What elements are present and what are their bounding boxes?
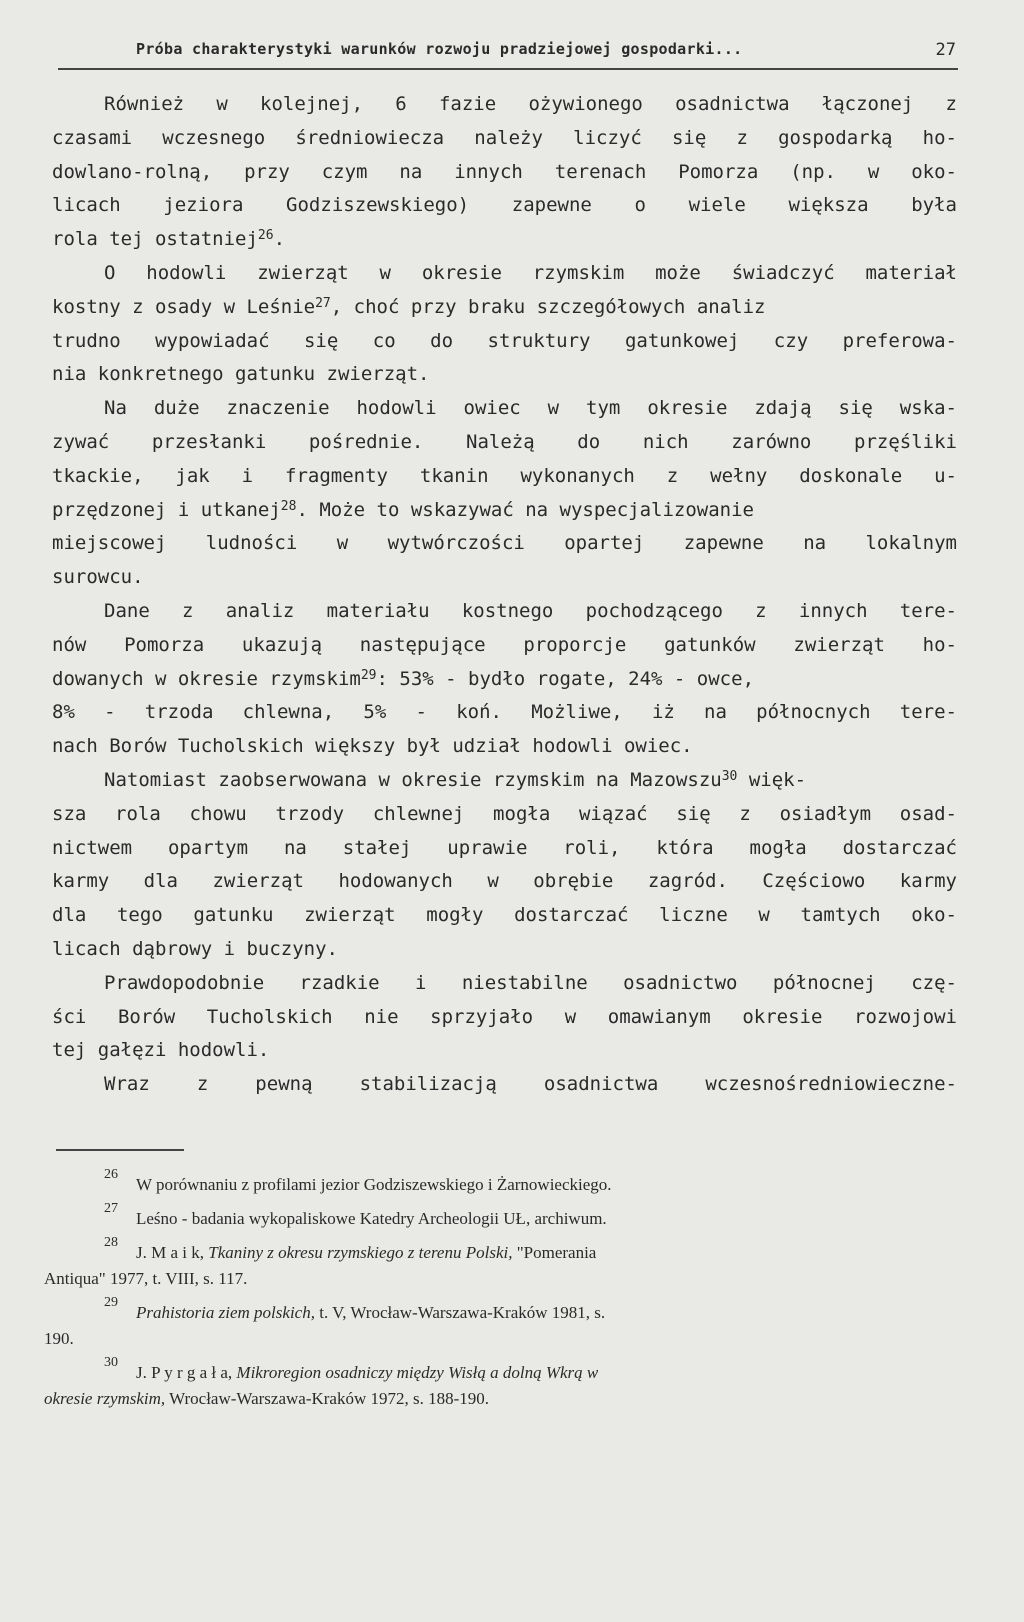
text-line: czasami wczesnego średniowiecza należy liczyć się z gospodarką ho- — [52, 126, 957, 149]
text-span: . Może to wskazywać na wyspecjalizowanie — [296, 498, 754, 521]
text-line — [52, 764, 957, 798]
footnote-ref: 28 — [280, 498, 297, 514]
text-line: nach Borów Tucholskich większy był udział hodowli owiec. — [52, 735, 693, 758]
footnote-source: "Pomerania — [516, 1243, 597, 1262]
running-header — [58, 38, 958, 70]
footnote-text — [44, 1360, 954, 1386]
footnote-28 — [44, 1235, 954, 1292]
footnote-text — [44, 1300, 954, 1326]
footnote-27 — [44, 1201, 954, 1232]
footnote-number: 26 — [104, 1167, 118, 1182]
text-line: tej gałęzi hodowli. — [52, 1039, 270, 1062]
text-line: sza rola chowu trzody chlewnej mogła wiązać się z osiadłym osad- — [52, 802, 957, 825]
footnote-continuation — [44, 1386, 954, 1412]
text-line: Również w kolejnej, 6 fazie ożywionego osadnictwa łączonej z — [104, 93, 957, 115]
text-line: Dane z analiz materiału kostnego pochodzącego z innych tere- — [104, 599, 957, 622]
text-span: dowanych w okresie rzymskim — [52, 667, 361, 690]
footnote-26 — [44, 1167, 954, 1198]
body-text — [52, 88, 957, 1102]
footnote-ref: 27 — [315, 295, 331, 311]
footnote-continuation: 190. — [44, 1329, 74, 1348]
text-span: . — [273, 228, 286, 251]
text-span: kostny z osady w Leśnie — [52, 295, 316, 318]
text-span: rola tej ostatniej — [52, 228, 258, 251]
footnote-work-title: Mikroregion osadniczy między Wisłą a dolną Wkrą w — [236, 1363, 599, 1382]
footnote-divider — [56, 1149, 184, 1151]
footnote-source: t. V, Wrocław-Warszawa-Kraków 1981, s. — [319, 1303, 606, 1322]
text-line: licach jeziora Godziszewskiego) zapewne o wiele większa była — [52, 194, 957, 217]
text-line: Prawdopodobnie rzadkie i niestabilne osadnictwo północnej czę- — [104, 971, 957, 994]
footnote-text: Leśno - badania wykopaliskowe Katedry Archeologii UŁ, archiwum. — [136, 1209, 607, 1228]
text-line: zywać przesłanki pośrednie. Należą do nich zarówno przęśliki — [52, 430, 957, 453]
footnote-work-title: okresie rzymskim, — [44, 1389, 166, 1408]
footnote-ref: 29 — [360, 667, 377, 683]
text-line: miejscowej ludności w wytwórczości opartej zapewne na lokalnym — [52, 532, 957, 555]
text-span: , choć przy braku szczegółowych analiz — [330, 295, 766, 318]
text-span: przędzonej i utkanej — [52, 498, 281, 521]
text-line: dla tego gatunku zwierząt mogły dostarczać liczne w tamtych oko- — [52, 904, 957, 927]
text-line: licach dąbrowy i buczyny. — [52, 937, 338, 960]
text-line: Na duże znaczenie hodowli owiec w tym okresie zdają się wska- — [104, 397, 957, 420]
text-line — [52, 663, 957, 697]
footnote-text — [44, 1240, 954, 1266]
text-line: nów Pomorza ukazują następujące proporcje gatunków zwierząt ho- — [52, 633, 957, 656]
text-line: Wraz z pewną stabilizacją osadnictwa wczesnośredniowieczne- — [104, 1073, 957, 1096]
footnote-continuation: Antiqua" 1977, t. VIII, s. 117. — [44, 1269, 248, 1288]
text-line: karmy dla zwierząt hodowanych w obrębie zagród. Częściowo karmy — [52, 870, 957, 893]
footnote-source: Wrocław-Warszawa-Kraków 1972, s. 188-190. — [169, 1389, 490, 1408]
footnote-number: 27 — [104, 1201, 118, 1216]
text-line: trudno wypowiadać się co do struktury gatunkowej czy preferowa- — [52, 329, 957, 352]
footnote-work-title: Prahistoria ziem polskich, — [136, 1303, 315, 1322]
page-number: 27 — [935, 40, 956, 60]
text-line — [52, 494, 957, 528]
footnote-29 — [44, 1295, 954, 1352]
text-line — [52, 291, 957, 325]
footnote-work-title: Tkaniny z okresu rzymskiego z terenu Polski, — [208, 1243, 513, 1262]
text-line: ści Borów Tucholskich nie sprzyjało w omawianym okresie rozwojowi — [52, 1005, 957, 1028]
text-line: tkackie, jak i fragmenty tkanin wykonanych z wełny doskonale u- — [52, 464, 957, 487]
footnote-text: W porównaniu z profilami jezior Godziszewskiego i Żarnowieckiego. — [136, 1175, 612, 1194]
text-span: więk- — [737, 768, 807, 791]
text-span: Natomiast zaobserwowana w okresie rzymskim na Mazowszu — [104, 768, 722, 791]
text-line: 8% - trzoda chlewna, 5% - koń. Możliwe, iż na północnych tere- — [52, 701, 957, 724]
text-span: : 53% - bydło rogate, 24% - owce, — [376, 667, 755, 690]
footnote-ref: 30 — [721, 768, 738, 784]
footnote-author: J. P y r g a ł a, — [136, 1363, 233, 1382]
text-line: nia konkretnego gatunku zwierząt. — [52, 363, 430, 386]
footnotes — [44, 1160, 954, 1412]
text-line: dowlano-rolną, przy czym na innych terenach Pomorza (np. w oko- — [52, 160, 957, 183]
header-title: Próba charakterystyki warunków rozwoju pradziejowej gospodarki... — [136, 40, 743, 58]
footnote-number: 28 — [104, 1235, 118, 1250]
text-line: O hodowli zwierząt w okresie rzymskim może świadczyć materiał — [104, 261, 957, 284]
text-line: surowcu. — [52, 566, 144, 589]
footnote-number: 29 — [104, 1295, 118, 1310]
text-line — [52, 223, 957, 257]
footnote-ref: 26 — [257, 228, 274, 244]
footnote-30 — [44, 1355, 954, 1412]
footnote-number: 30 — [104, 1355, 118, 1370]
text-line: nictwem opartym na stałej uprawie roli, która mogła dostarczać — [52, 836, 957, 859]
footnote-author: J. M a i k, — [136, 1243, 204, 1262]
